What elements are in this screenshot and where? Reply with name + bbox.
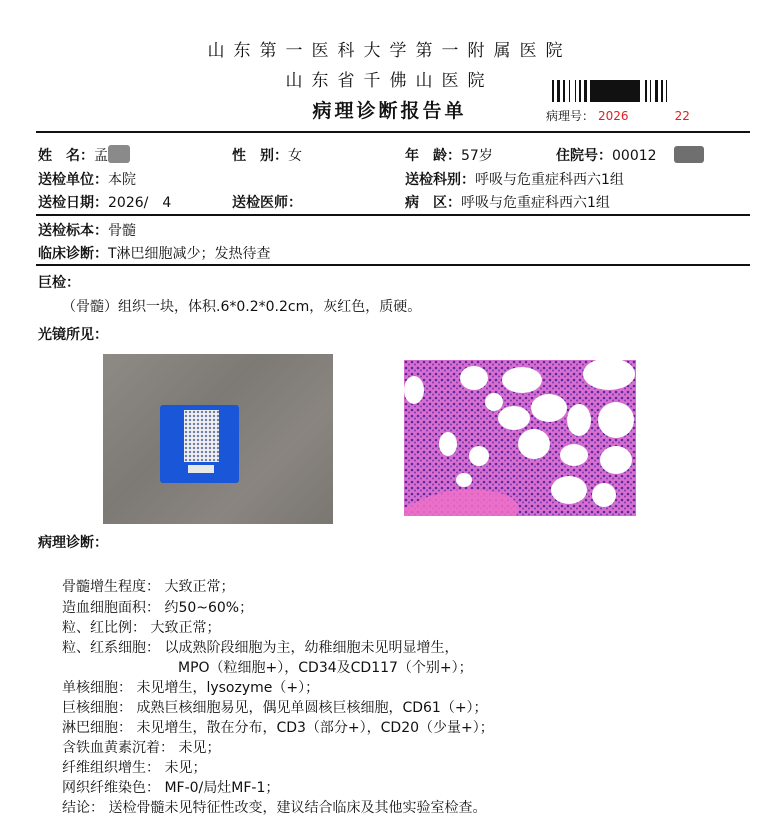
name-value: 孟 xyxy=(94,148,108,164)
diagnosis-line: 单核细胞： 未见增生，lysozyme（+）； xyxy=(62,680,320,696)
clinical-diagnosis-label: 临床诊断： xyxy=(38,246,108,262)
specimen-field xyxy=(38,220,136,240)
diagnosis-line: 粒、红系细胞： 以成熟阶段细胞为主，幼稚细胞未见明显增生， xyxy=(62,640,459,656)
diagnosis-line: 骨髓增生程度： 大致正常； xyxy=(62,579,235,595)
diagnosis-line: 网织纤维染色： MF-0/局灶MF-1； xyxy=(62,780,280,796)
name-field xyxy=(38,145,108,165)
gross-exam-text: （骨髓）组织一块，体积.6*0.2*0.2cm，灰红色，质硬。 xyxy=(62,299,422,315)
submitting-dept-field xyxy=(405,169,624,189)
age-label: 年 龄： xyxy=(405,148,461,164)
gender-label: 性 别： xyxy=(232,148,288,164)
age-value: 57岁 xyxy=(461,148,493,164)
submission-date-value-b: 4 xyxy=(162,195,172,211)
gender-field xyxy=(232,145,302,165)
pathology-number-value-b: 22 xyxy=(674,109,690,123)
submitting-dept-value: 呼吸与危重症科西六1组 xyxy=(475,172,624,188)
clinical-diagnosis-field xyxy=(38,243,271,263)
inpatient-number-label: 住院号： xyxy=(556,148,612,164)
ward-field xyxy=(405,192,610,212)
name-label: 姓 名： xyxy=(38,148,94,164)
submission-date-label: 送检日期： xyxy=(38,195,108,211)
ward-label: 病 区： xyxy=(405,195,461,211)
pathology-number-label: 病理号： xyxy=(546,109,595,123)
diagnosis-line: 纤维组织增生： 未见； xyxy=(62,760,207,776)
hospital-name-line2: 山东省千佛山医院 xyxy=(285,71,494,91)
specimen-label: 送检标本： xyxy=(38,223,108,239)
redaction-mask xyxy=(108,145,130,163)
diagnosis-line: MPO（粒细胞+），CD34及CD117（个别+）； xyxy=(178,660,473,676)
submission-date-value: 2026/ xyxy=(108,195,149,211)
submitting-unit-field xyxy=(38,169,136,189)
submitting-unit-value: 本院 xyxy=(108,172,136,188)
specimen-value: 骨髓 xyxy=(108,223,136,239)
tissue-cassette xyxy=(160,405,239,483)
hospital-name-line1: 山东第一医科大学第一附属医院 xyxy=(207,41,572,61)
gender-value: 女 xyxy=(288,148,302,164)
diagnosis-line: 含铁血黄素沉着： 未见； xyxy=(62,740,221,756)
gross-exam-title: 巨检： xyxy=(38,275,80,291)
submitting-dept-label: 送检科别： xyxy=(405,172,475,188)
info-divider xyxy=(36,214,750,216)
diagnosis-line: 淋巴细胞： 未见增生，散在分布，CD3（部分+），CD20（少量+）； xyxy=(62,720,494,736)
pathology-number xyxy=(546,107,690,124)
pathology-diagnosis-title: 病理诊断： xyxy=(38,535,108,551)
clinical-diagnosis-value: T淋巴细胞减少；发热待查 xyxy=(108,246,271,262)
submitting-doctor-label: 送检医师： xyxy=(232,195,302,211)
submission-date-field xyxy=(38,192,171,212)
histology-micrograph xyxy=(404,360,636,516)
diagnosis-line: 巨核细胞： 成熟巨核细胞易见，偶见单圆核巨核细胞，CD61（+）； xyxy=(62,700,488,716)
header-divider xyxy=(36,131,750,133)
submitting-doctor-field xyxy=(232,192,302,212)
diagnosis-line: 结论： 送检骨髓未见特征性改变，建议结合临床及其他实验室检查。 xyxy=(62,800,487,816)
barcode-image xyxy=(552,80,740,102)
pathology-number-value-a: 2026 xyxy=(598,109,629,123)
diagnosis-line: 造血细胞面积： 约50~60%； xyxy=(62,600,254,616)
age-field xyxy=(405,145,493,165)
ward-value: 呼吸与危重症科西六1组 xyxy=(461,195,610,211)
microscopy-title: 光镜所见： xyxy=(38,327,108,343)
submitting-unit-label: 送检单位： xyxy=(38,172,108,188)
diagnosis-line: 粒、红比例： 大致正常； xyxy=(62,620,221,636)
report-title: 病理诊断报告单 xyxy=(312,100,467,122)
redaction-mask xyxy=(674,146,704,163)
inpatient-number-value-a: 00012 xyxy=(612,148,657,164)
clinical-divider xyxy=(36,264,750,266)
